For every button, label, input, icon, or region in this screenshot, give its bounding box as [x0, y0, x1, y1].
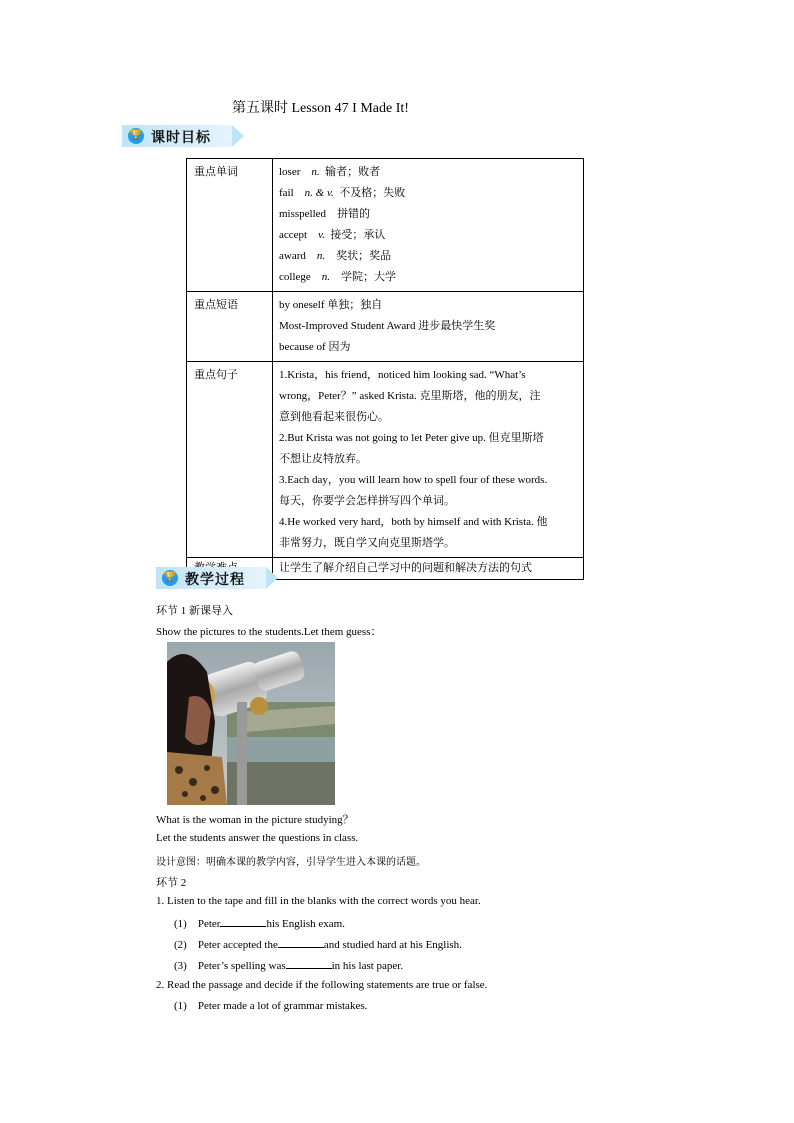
- difficulty-cell: 让学生了解介绍自己学习中的问题和解决方法的句式: [273, 558, 584, 580]
- intro-instruction: Show the pictures to the students.Let them guess：: [156, 626, 382, 638]
- sentence-line: 2.But Krista was not going to let Peter give up. 但克里斯塔: [279, 432, 544, 444]
- task-2-instruction: 2. Read the passage and decide if the following statements are true or false.: [156, 979, 488, 991]
- fill-blank-item: (3) Peter’s spelling was in his last paper.: [174, 960, 404, 972]
- sentence-line: wrong，Peter？” asked Krista. 克里斯塔，他的朋友，注: [279, 390, 541, 402]
- sentence-line: 意到他看起来很伤心。: [279, 411, 389, 423]
- words-cell: [273, 159, 584, 292]
- phrases-cell: [273, 292, 584, 362]
- section-title-goals: 课时目标: [151, 130, 211, 146]
- fill-blank-item: (1) Peter his English exam.: [174, 918, 345, 930]
- sentence-line: 3.Each day，you will learn how to spell four of these words.: [279, 474, 548, 486]
- table-row-phrases: [187, 292, 584, 362]
- word-entry: accept v. 接受；承认: [279, 229, 386, 241]
- section-banner-goals: [122, 125, 246, 147]
- phrase-entry: by oneself 单独；独自: [279, 299, 383, 311]
- step-1-heading: 环节 1 新课导入: [156, 605, 233, 617]
- word-entry: loser n. 输者；败者: [279, 166, 381, 178]
- trophy-icon: 🏆: [128, 128, 144, 144]
- true-false-item: (1) Peter made a lot of grammar mistakes.: [174, 1000, 368, 1012]
- answer-blank[interactable]: [220, 916, 266, 927]
- phrase-entry: Most-Improved Student Award 进步最快学生奖: [279, 320, 496, 332]
- sentence-line: 非常努力，既自学又向克里斯塔学。: [279, 537, 455, 549]
- sentence-line: 每天，你要学会怎样拼写四个单词。: [279, 495, 455, 507]
- table-row-sentences: [187, 362, 584, 558]
- design-intent: 设计意图：明确本课的教学内容，引导学生进入本课的话题。: [156, 857, 426, 868]
- lesson-title: 第五课时 Lesson 47 I Made It!: [232, 101, 409, 116]
- word-entry: misspelled 拼错的: [279, 208, 371, 220]
- word-entry: award n. 奖状；奖品: [279, 250, 392, 262]
- lesson-goals-table: [186, 158, 584, 580]
- phrase-entry: because of 因为: [279, 341, 351, 353]
- answer-blank[interactable]: [286, 958, 332, 969]
- row-label-words: 重点单词: [187, 159, 273, 292]
- sentence-line: 4.He worked very hard，both by himself and with Krista. 他: [279, 516, 548, 528]
- sentence-line: 不想让皮特放弃。: [279, 453, 367, 465]
- picture-question: What is the woman in the picture studying？: [156, 814, 354, 826]
- answer-blank[interactable]: [278, 937, 324, 948]
- answer-instruction: Let the students answer the questions in class.: [156, 832, 359, 844]
- word-entry: college n. 学院；大学: [279, 271, 397, 283]
- step-2-heading: 环节 2: [156, 877, 187, 889]
- binoculars-photo: [167, 642, 335, 805]
- row-label-phrases: 重点短语: [187, 292, 273, 362]
- task-1-instruction: 1. Listen to the tape and fill in the blanks with the correct words you hear.: [156, 895, 481, 907]
- row-label-sentences: 重点句子: [187, 362, 273, 558]
- section-title-process: 教学过程: [185, 572, 245, 588]
- section-banner-process: [156, 567, 280, 589]
- fill-blank-item: (2) Peter accepted the and studied hard at his English.: [174, 939, 462, 951]
- trophy-icon: 🏆: [162, 570, 178, 586]
- sentence-line: 1.Krista，his friend，noticed him looking sad. “What’s: [279, 369, 526, 381]
- sentences-cell: [273, 362, 584, 558]
- table-row-words: [187, 159, 584, 292]
- word-entry: fail n. & v. 不及格；失败: [279, 187, 406, 199]
